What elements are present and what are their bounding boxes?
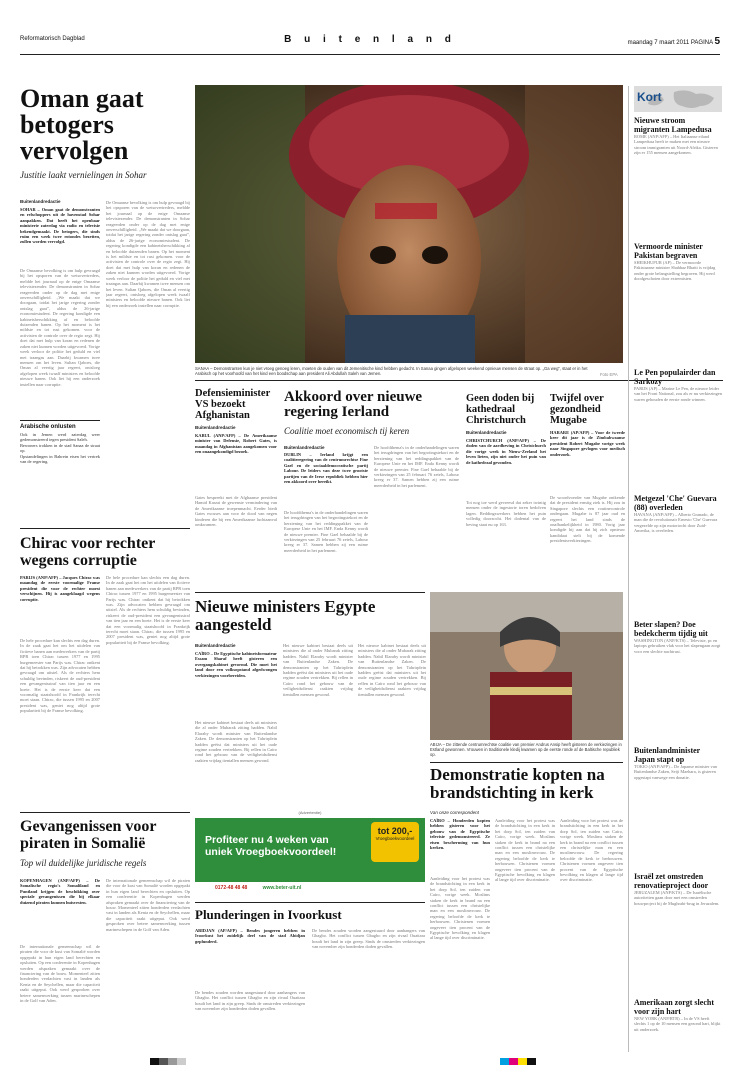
kort-item-title: Nieuwe stroom migranten Lampedusa [634, 117, 712, 134]
kathedraal-body: Tot nog toe werd gevreesd dat zeker twintig mensen onder de ingestorte toren bedolven lagen. Reddingswerkers hebben het puin volledig doorzocht. Het dodental van de beving staat nu op 163. [466, 500, 546, 527]
photo-caption: SANAA – Demonstranten kun je niet vroeg genoeg leren, moeten de ouden van dit Jemenitische kind hebben gedacht. In Sanaa gingen afgelopen weekend opnieuw mensen de straat op. „Ga weg”, staat er in het Arabisch op het voorhoofd van het kind een boodschap aan president Ali Abdullah Saleh van Jemen. [195, 366, 588, 377]
divider [195, 592, 425, 593]
woman-photo-illustration [430, 592, 623, 740]
oman-box-title: Arabische onlusten [20, 424, 76, 430]
oman-subtitle: Justitie laakt vernielingen in Sohar [20, 170, 147, 180]
mugabe-headline[interactable]: Twijfel over gezondheid Mugabe [550, 393, 604, 426]
kort-item[interactable] [634, 117, 722, 239]
kopten-headline[interactable]: Demonstratie kopten na brandstichting in kerk [430, 765, 605, 802]
kort-item-title: Vermoorde minister Pakistan begraven [634, 242, 703, 260]
chirac-body-col2: De hele procedure kan slechts een dag duren. In de zaak gaat het om het uitdelen van fictieve banen aan medewerkers van de partij RPR toen Chirac tussen 1977 en 1995 burgemeester van Parijs was. Chirac ontkent dat hij betrokken was. Zijn advocaten hebben gevraagd om uitstel. Als de rechters hem schuldig bevinden, riskeert de oud-president een gevangenisstraf van tien jaar en een boete. Het is de eerste keer dat een voormalig staatshoofd in Frankrijk terecht moet staan. Chirac, die tussen 1995 en 2007 president was, geniet nog altijd grote populariteit bij de Franse bevolking. [106, 575, 190, 645]
divider [20, 812, 190, 813]
kort-label: Kort [637, 90, 662, 104]
oman-info-box [20, 420, 100, 464]
kort-item-text: JERUZALEM (ANP/KTS) – De Israëlische autoriteiten gaan door met een omstreden bouwproject bij de Mughrabi-brug in Jeruzalem. [634, 890, 720, 906]
oman-box-item: Ook in Jemen werd zaterdag weer gedemonstreerd tegen president Saleh. [20, 432, 100, 443]
advertisement[interactable] [195, 818, 425, 894]
ivoorkust-headline[interactable]: Plunderingen in Ivoorkust [195, 907, 342, 922]
oman-byline: Buitenlandredactie [20, 199, 61, 204]
kort-list [634, 117, 722, 1052]
oman-box-item: Opstandelingen in Bahrein eisen het vertrek van de regering. [20, 453, 100, 465]
oman-box-item: Bewoners trokken in de stad Sanaa de straat op. [20, 442, 100, 454]
ierland-lead: DUBLIN – Ierland krijgt een coalitieregering van de centrumrechtse Fine Gael en de sociaaldemocratische partij Labour. De leiders van deze twee grootste partijen van de Ierse republiek hebben hier een akkoord over bereikt. [284, 452, 368, 485]
afghanistan-byline: Buitenlandredactie [195, 425, 236, 430]
ierland-byline: Buitenlandredactie [284, 445, 325, 450]
ivoorkust-body-col2: De bendes zouden worden aangestuurd door aanhangers van Gbagbo. Het conflict tussen Gbagbo en zijn rivaal Ouattara houdt het land in zijn greep. Sinds de omstreden verkiezingen van november zijn honderden doden gevallen. [312, 928, 425, 950]
print-color-bar [150, 1058, 186, 1065]
abja-caption: ABIJA – De zittende centrumrechtse coalitie van premier Andrus Ansip heeft gisteren de verkiezingen in Estland gewonnen. Vrouwen in traditionele kledij kwamen op de eerste ronde af de Baltische republiek op. [430, 742, 622, 758]
divider [20, 528, 190, 529]
egypte-body-col3: Het nieuwe kabinet bestaat deels uit ministers die al onder Mubarak zitting hadden. Nabil Elaraby wordt minister van Buitenlandse Zaken. De demonstranten op het Tahrirplein hadden geëist dat ministers uit het oude regime zouden vertrekken. Bij rellen in Caïro rond het gebouw van de veiligheidsdienst raakten vrijdag tientallen mensen gewond. [358, 643, 426, 697]
kort-item-title: Amerikaan zorgt slecht voor zijn hart [634, 998, 714, 1016]
section-title: B u i t e n l a n d [284, 34, 456, 45]
ierland-body: De hoofdthema's in de onderhandelingen waren het terugdringen van het begrotingstekort en de herziening van het reddingspakket van de Europese Unie en het IMF. Enda Kenny wordt de nieuwe premier. Fine Gael behaalde bij de verkiezingen van 25 februari 76 zetels, Labour kreeg er 37. Samen hebben zij een ruime meerderheid in het parlement. [284, 510, 368, 553]
piraten-body-col2: De internationale gemeenschap wil de piraten die voor de kust van Somalië worden opgepakt in hun eigen land berechten en opsluiten. Op een conferentie in Kopenhagen werden afspraken gemaakt over de financiering van de bouw. Momenteel zitten honderden verdachten vast in landen als Kenia en de Seychellen, maar die capaciteit raakt uitgeput. Ook werd gesproken over betere samenwerking tussen marineschepen in de Golf van Aden. [106, 878, 190, 932]
kort-item[interactable] [634, 873, 722, 995]
kort-item[interactable] [634, 747, 722, 869]
mugabe-body: De woordvoerder van Mugabe ontkende dat de president ernstig ziek is. Hij zou in Singapore slechts een routinecontrole ondergaan. Mugabe is 87 jaar oud en regeert het land sinds de onafhankelijkheid in 1980. Vorig jaar kondigde hij aan dat hij zich opnieuw kandidaat stelt bij de komende presidentsverkiezingen. [550, 495, 625, 544]
afghanistan-headline[interactable]: Defensieminister VS bezoekt Afghanistan [195, 388, 271, 421]
kort-item[interactable] [634, 369, 722, 491]
kort-item-text: TOKIO (ANP/AFP) – De Japanse minister van Buitenlandse Zaken, Seiji Maehara, is gisteren opgestapt vanwege een donatie. [634, 764, 717, 780]
main-photo[interactable] [195, 85, 623, 363]
kort-item-text: SHEIKHUPUR (AP) – De vermoorde Pakistaanse minister Shahbaz Bhatti is vrijdag onder grote belangstelling begraven. Hij werd doodgeschoten door extremisten. [634, 260, 716, 281]
kathedraal-lead: CHRISTCHURCH (ANP/AFP) – De doden van de aardbeving in Christchurch die vorige week in Nieuw-Zeeland het leven lieten, zijn niet onder het puin van de kathedraal gevonden. [466, 438, 546, 465]
egypte-body-col2: Het nieuwe kabinet bestaat deels uit ministers die al onder Mubarak zitting hadden. Nabil Elaraby wordt minister van Buitenlandse Zaken. De demonstranten op het Tahrirplein hadden geëist dat ministers uit het oude regime zouden vertrekken. Bij rellen in Caïro rond het gebouw van de veiligheidsdienst raakten vrijdag tientallen mensen gewond. [283, 643, 353, 697]
oman-body: De Omaanse bevolking is om hulp gevraagd bij het opsporen van de wetsovertreders, meldde het journaal op de enige Omaanse televisiezender. De demonstranten in Sohar reageerden onder op de dag met enige onverschilligheid. „We maakt dat we doorgaan, totdat het jarige regering zonder ontslag gaat”, aldus de 26-jarige economiestudent. De regering kondigde een kabinetsherschikking af en beloofde duizenden banen. Op het moment is het mildste en tot rust gekomen. voor de activisten de controle over de regio zegt. Hij doet dat met hulp van koran en redenen de zaken niet kunnen worden uitgevoerd. Vorige week verloor de politie het geduld en viel met traangas aan. Daarbij kwamen twee mensen om het leven. Sultan Qaboes, die Oman al veertig jaar regeert, ontsloeg afgelopen week twaalf ministers en beloofde nieuwe banen. Ook liet hij een onderzoek instellen naar corruptie. [20, 268, 100, 387]
ad-contact-bar [195, 882, 425, 894]
page-date: maandag 7 maart 2011 PAGINA 5 [627, 36, 720, 47]
kort-item-text: PARIJS (AP) – Marine Le Pen, de nieuwe leider van het Front National, zou als er nu verkiezingen waren gehouden de eerste ronde winnen. [634, 386, 722, 402]
ierland-body-col2: De hoofdthema's in de onderhandelingen waren het terugdringen van het begrotingstekort en de herziening van het reddingspakket van de Europese Unie en het IMF. Enda Kenny wordt de nieuwe premier. Fine Gael behaalde bij de verkiezingen van 25 februari 76 zetels, Labour kreeg er 37. Samen hebben zij een ruime meerderheid in het parlement. [374, 445, 459, 488]
kopten-byline: Van onze correspondent [430, 810, 479, 815]
ivoorkust-body: De bendes zouden worden aangestuurd door aanhangers van Gbagbo. Het conflict tussen Gbagbo en zijn rivaal Ouattara houdt het land in zijn greep. Sinds de omstreden verkiezingen van november zijn honderden doden gevallen. [195, 990, 305, 1012]
ad-phone[interactable]: 0172-48 48 48 [215, 885, 248, 891]
child-photo-illustration [195, 85, 623, 363]
page-number: 5 [714, 36, 720, 47]
newspaper-name: Reformatorisch Dagblad [20, 36, 85, 42]
oman-lead: SOHAR – Oman gaat de demonstranten en relschoppers uit de havenstad Sohar aanpakken. Dat heeft het openbaar ministerie zaterdag via radio en televisie bekendgemaakt. De betogers, die sinds ruim een week twee rotondes bezetten, zullen worden vervolgd. [20, 207, 100, 245]
afghanistan-lead: KABUL (ANP/AFP) – De Amerikaanse minister van Defensie, Robert Gates, is maandag in Afghanistan aangekomen voor een onaangekondigd bezoek. [195, 433, 277, 455]
divider [195, 380, 723, 381]
kort-item[interactable] [634, 621, 722, 743]
kathedraal-headline[interactable]: Geen doden bij kathedraal Christchurch [466, 393, 535, 426]
kort-item-text: WASHINGTON (ANP/KTS) – Televisie, pc en laptops gebruiken vlak voor het slapengaan zorgt voor een slechte nachtrust. [634, 638, 721, 654]
egypte-headline[interactable]: Nieuwe ministers Egypte aangesteld [195, 597, 376, 634]
ad-headline: Profiteer nu 4 weken van uniek Vroegboekvoordeel! [205, 834, 337, 858]
kopten-lead: CAÏRO – Honderden kopten hebben gisteren voor het gebouw van de Egyptische televisie gedemonstreerd. Ze eisen bescherming van hun kerken. [430, 818, 490, 851]
kopten-body: Aanleiding voor het protest was de brandstichting in een kerk in het dorp Sol, ten zuiden van Caïro, vorige week. Moslims staken de kerk in brand na een conflict tussen een christelijke man en een moslimvrouw. De regering beloofde de kerk te herbouwen. Christenen vormen ongeveer tien procent van de Egyptische bevolking en klagen al lange tijd over discriminatie. [430, 876, 490, 941]
egypte-lead: CAÏRO – De Egyptische kabinetsformateur Essam Sharaf heeft gisteren een overgangskabinet gevormd. Die moet het land door een volksopstand afgedwongen verkiezingen voorbereiden. [195, 651, 277, 678]
ad-website[interactable]: www.beter-uit.nl [262, 885, 302, 891]
ivoorkust-lead: ABIDJAN (AP/AFP) – Bendes jongeren hebben in Ivoorkust het zuidelijk deel van de stad Abidjan geplunderd. [195, 928, 305, 944]
kort-item[interactable] [634, 495, 722, 617]
photo-credit: Foto EPA [600, 372, 618, 377]
kort-item-title: Buitenlandminister Japan stapt op [634, 746, 701, 764]
divider [430, 762, 623, 763]
column-divider [628, 86, 629, 1052]
kort-header [634, 86, 722, 112]
ad-label: (Advertentie) [298, 810, 322, 815]
egypte-body: Het nieuwe kabinet bestaat deels uit ministers die al onder Mubarak zitting hadden. Nabil Elaraby wordt minister van Buitenlandse Zaken. De demonstranten op het Tahrirplein hadden geëist dat ministers uit het oude regime zouden vertrekken. Bij rellen in Caïro rond het gebouw van de veiligheidsdienst raakten vrijdag tientallen mensen gewond. [195, 720, 277, 763]
kopten-body-col3: Aanleiding voor het protest was de brandstichting in een kerk in het dorp Sol, ten zuiden van Caïro, vorige week. Moslims staken de kerk in brand na een conflict tussen een christelijke man en een moslimvrouw. De regering beloofde de kerk te herbouwen. Christenen vormen ongeveer tien procent van de Egyptische bevolking en klagen al lange tijd over discriminatie. [560, 818, 623, 883]
chirac-headline[interactable]: Chirac voor rechter wegens corruptie [20, 535, 156, 569]
piraten-lead: KOPENHAGEN (ANP/AFP) – De Somalische regio's Somaliland en Puntland krijgen de beschikking over speciale gevangenissen die bij elkaar duizend piraten kunnen huisvesten. [20, 878, 100, 905]
oman-body-col2: De Omaanse bevolking is om hulp gevraagd bij het opsporen van de wetsovertreders, meldde het journaal op de enige Omaanse televisiezender. De demonstranten in Sohar reageerden onder op de dag met enige onverschilligheid. „We maakt dat we doorgaan, totdat het jarige regering zonder ontslag gaat”, aldus de 26-jarige economiestudent. De regering kondigde een kabinetsherschikking af en beloofde duizenden banen. Op het moment is het mildste en tot rust gekomen. voor de activisten de controle over de regio zegt. Hij doet dat met hulp van koran en redenen de zaken niet kunnen worden uitgevoerd. Vorige week verloor de politie het geduld en viel met traangas aan. Daarbij kwamen twee mensen om het leven. Sultan Qaboes, die Oman al veertig jaar regeert, ontsloeg afgelopen week twaalf ministers en beloofde nieuwe banen. Ook liet hij een onderzoek instellen naar corruptie. [106, 200, 190, 308]
kort-item[interactable] [634, 243, 722, 365]
page-header [20, 30, 720, 55]
kort-item-title: Beter slapen? Doe bedekcherm tijdig uit [634, 620, 708, 638]
kathedraal-byline: Buitenlandredactie [466, 430, 507, 435]
piraten-subtitle: Top wil duidelijke juridische regels [20, 858, 147, 868]
abja-photo[interactable] [430, 592, 623, 740]
ad-badge-value: tot 200,- [377, 826, 413, 836]
kort-item-title: Le Pen populairder dan Sarkozy [634, 368, 716, 386]
kort-item-text: ROME (ANP/AFP) – Het Italiaanse eiland Lampedusa heeft te maken met een nieuwe stroom immigranten uit Noord-Afrika. Gisteren zijn er 155 mensen aangekomen. [634, 134, 718, 155]
ierland-headline[interactable]: Akkoord over nieuwe regering Ierland [284, 389, 423, 420]
divider [195, 902, 425, 903]
ad-badge-sub: Vroegboekvoordeel [375, 836, 415, 841]
kort-item-title: Israël zet omstreden renovatieproject door [634, 872, 709, 890]
mugabe-lead: HARARE (AP/AFP) – Voor de tweede keer dit jaar is de Zimbabwaanse president Robert Mugabe vorige week naar Singapore gevlogen voor medisch onderzoek. [550, 430, 625, 457]
piraten-body: De internationale gemeenschap wil de piraten die voor de kust van Somalië worden opgepakt in hun eigen land berechten en opsluiten. Op een conferentie in Kopenhagen werden afspraken gemaakt over de financiering van de bouw. Momenteel zitten honderden verdachten vast in landen als Kenia en de Seychellen, maar die capaciteit raakt uitgeput. Ook werd gesproken over betere samenwerking tussen marineschepen in de Golf van Aden. [20, 944, 100, 1004]
kopten-body-col2: Aanleiding voor het protest was de brandstichting in een kerk in het dorp Sol, ten zuiden van Caïro, vorige week. Moslims staken de kerk in brand na een conflict tussen een christelijke man en een moslimvrouw. De regering beloofde de kerk te herbouwen. Christenen vormen ongeveer tien procent van de Egyptische bevolking en klagen al lange tijd over discriminatie. [495, 818, 555, 883]
piraten-headline[interactable]: Gevangenissen voor piraten in Somalië [20, 818, 157, 852]
chirac-body: De hele procedure kan slechts een dag duren. In de zaak gaat het om het uitdelen van fictieve banen aan medewerkers van de partij RPR toen Chirac tussen 1977 en 1995 burgemeester van Parijs was. Chirac ontkent dat hij betrokken was. Zijn advocaten hebben gevraagd om uitstel. Als de rechters hem schuldig bevinden, riskeert de oud-president een gevangenisstraf van tien jaar en een boete. Het is de eerste keer dat een voormalig staatshoofd in Frankrijk terecht moet staan. Chirac, die tussen 1995 en 2007 president was, geniet nog altijd grote populariteit bij de Franse bevolking. [20, 638, 100, 714]
ad-badge [371, 822, 419, 862]
kort-item-text: HAVANA (ANP/AFP) – Alberto Granado, de man die de revolutionair Ernesto 'Che' Guevara vergezelde op zijn motortocht door Zuid-Amerika, is overleden. [634, 512, 718, 533]
kort-item-title: Metgezel 'Che' Guevara (88) overleden [634, 494, 717, 512]
ierland-subtitle: Coalitie moet economisch tij keren [284, 426, 410, 436]
egypte-byline: Buitenlandredactie [195, 643, 236, 648]
kort-item-text: NEW YORK (ANP/RTR) – In de VS heeft slechts 1 op de 10 mensen een gezond hart, blijkt uit onderzoek. [634, 1016, 721, 1032]
kort-item[interactable] [634, 999, 722, 1052]
oman-headline[interactable]: Oman gaat betogers vervolgen [20, 84, 144, 165]
chirac-lead: PARIJS (ANP/AFP) – Jacques Chirac was maandag de eerste voormalige Franse president die voor de rechter moest verschijnen. Hij is aangeklaagd wegens corruptie. [20, 575, 100, 602]
afghanistan-body: Gates bespreekt met de Afghaanse president Hamid Karzai de gewenste vermindering van de Amerikaanse troepenmacht. Eerder biedt Gates excuses aan voor de dood van negen kinderen die bij een Amerikaanse luchtaanval omkwamen. [195, 495, 277, 528]
print-color-bar [500, 1058, 536, 1065]
